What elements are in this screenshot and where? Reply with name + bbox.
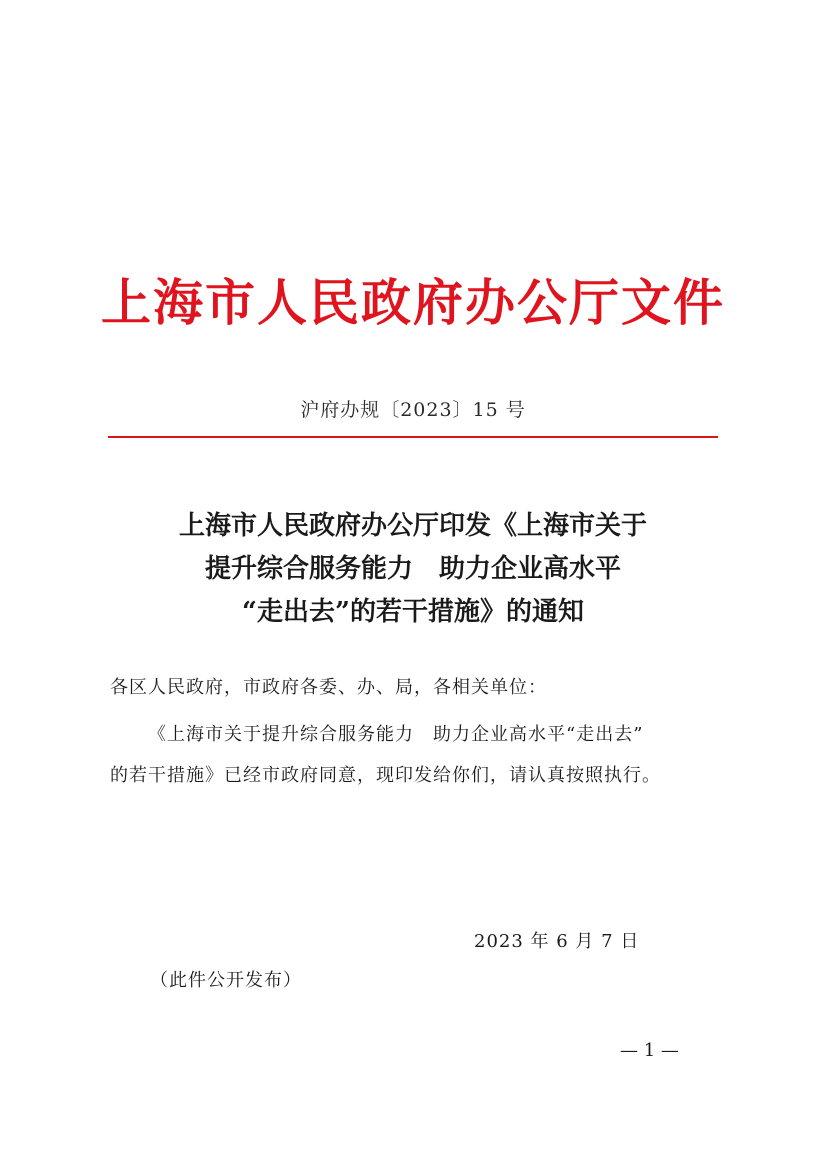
body-line: 的若干措施》已经市政府同意，现印发给你们，请认真按照执行。 — [110, 765, 661, 786]
page-number: — 1 — — [620, 1040, 679, 1061]
title-line: 提升综合服务能力 助力企业高水平 — [204, 554, 621, 584]
masthead-title: 上海市人民政府办公厅文件 — [101, 273, 725, 332]
document-number: 沪府办规〔2023〕15 号 — [300, 399, 526, 421]
notice-title — [0, 505, 826, 634]
body-line: 《上海市关于提升综合服务能力 助力企业高水平“走出去” — [148, 724, 644, 745]
issue-date: 2023 年 6 月 7 日 — [474, 931, 640, 952]
body-paragraph — [110, 714, 722, 796]
red-divider-line — [108, 436, 718, 438]
title-line: “走出去”的若干措施》的通知 — [242, 597, 584, 627]
salutation: 各区人民政府，市政府各委、办、局，各相关单位： — [110, 677, 547, 698]
title-line: 上海市人民政府办公厅印发《上海市关于 — [178, 511, 647, 541]
publish-note: （此件公开发布） — [150, 970, 302, 991]
